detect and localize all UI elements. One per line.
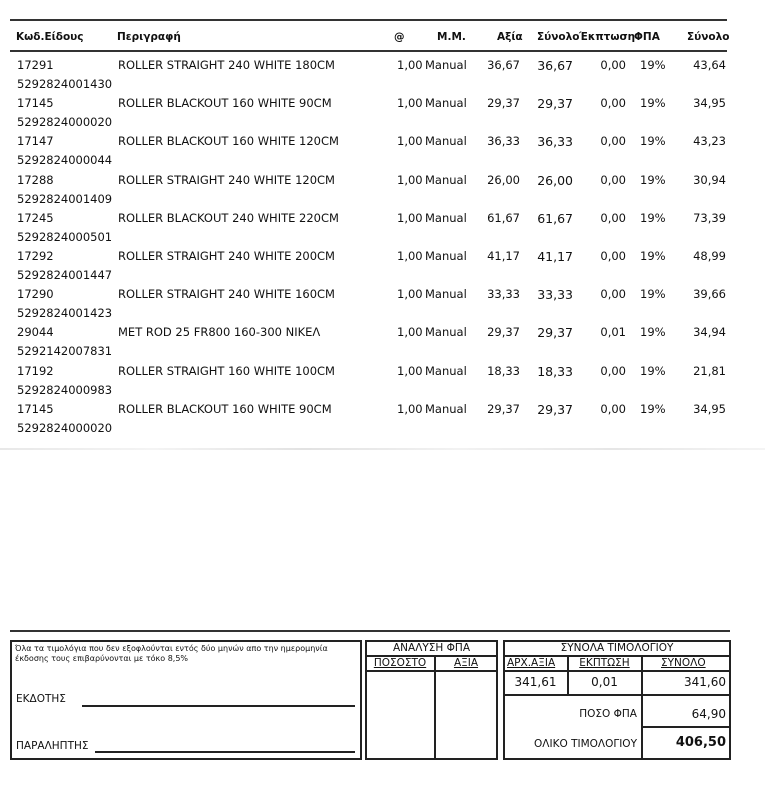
cell-unit: Manual	[425, 363, 467, 378]
cell-unit: Manual	[425, 172, 467, 187]
cell-total: 48,99	[693, 249, 726, 263]
cell-unit: Manual	[425, 134, 467, 149]
cell-vat: 19%	[640, 96, 666, 111]
recipient-label: ΠΑΡΑΛΗΠΤΗΣ	[16, 740, 89, 752]
cell-value: 41,17	[487, 249, 520, 263]
cell-qty: 1,00	[397, 172, 423, 187]
payment-notice: Όλα τα τιμολόγια που δεν εξοφλούνται εντός δύο μηνών απο την ημερομηνία έκδοσης τους επιβαρύνονται με τόκο 8,5%	[15, 644, 328, 663]
cell-value: 29,37	[487, 96, 520, 111]
cell-subtotal: 29,37	[537, 401, 573, 417]
cell-barcode: 5292142007831	[17, 344, 113, 359]
cell-discount: 0,00	[600, 287, 626, 302]
header-unit: Μ.Μ.	[437, 31, 466, 43]
totals-vat-divider	[641, 726, 730, 728]
cell-subtotal: 29,37	[537, 96, 573, 112]
cell-total: 21,81	[693, 363, 726, 378]
cell-description: ROLLER BLACKOUT 160 WHITE 90CM	[118, 96, 332, 111]
cell-code: 17292	[17, 249, 54, 263]
header-at: @	[394, 31, 405, 43]
cell-description: ROLLER BLACKOUT 240 WHITE 220CM	[118, 210, 339, 225]
cell-subtotal: 36,33	[537, 134, 573, 150]
cell-code: 17291	[17, 58, 54, 72]
totals-header-divider	[504, 670, 730, 672]
cell-qty: 1,00	[397, 58, 423, 72]
cell-subtotal: 36,67	[537, 58, 573, 73]
cell-code: 17290	[17, 287, 54, 302]
cell-vat: 19%	[640, 58, 666, 72]
totals-discount-value: 0,01	[591, 675, 618, 689]
vat-col-rate: ΠΟΣΟΣΤΟ	[373, 657, 427, 669]
totals-initial-value: 341,61	[514, 675, 557, 689]
cell-barcode: 5292824001447	[17, 268, 113, 282]
grand-total-label: ΟΛΙΚΟ ΤΙΜΟΛΟΓΙΟΥ	[534, 738, 637, 750]
cell-qty: 1,00	[397, 401, 423, 416]
cell-total: 43,23	[693, 134, 726, 149]
cell-vat: 19%	[640, 172, 666, 187]
cell-qty: 1,00	[397, 134, 423, 149]
cell-barcode: 5292824001423	[17, 306, 113, 321]
cell-description: ROLLER STRAIGHT 160 WHITE 100CM	[118, 363, 335, 378]
cell-value: 61,67	[487, 210, 520, 225]
cell-qty: 1,00	[397, 363, 423, 378]
cell-description: ROLLER BLACKOUT 160 WHITE 90CM	[118, 401, 332, 416]
cell-subtotal: 41,17	[537, 249, 573, 264]
cell-vat: 19%	[640, 287, 666, 302]
cell-subtotal: 26,00	[537, 172, 573, 188]
cell-description: MET ROD 25 FR800 160-300 NIKEΛ	[118, 325, 321, 340]
cell-description: ROLLER BLACKOUT 160 WHITE 120CM	[118, 134, 339, 149]
cell-subtotal: 29,37	[537, 325, 573, 341]
cell-total: 34,94	[693, 325, 726, 340]
cell-discount: 0,00	[600, 58, 626, 72]
header-code: Κωδ.Είδους	[16, 31, 84, 43]
vat-col-value: ΑΞΙΑ	[453, 657, 479, 669]
cell-description: ROLLER STRAIGHT 240 WHITE 120CM	[118, 172, 335, 187]
issuer-signature-line[interactable]	[82, 705, 355, 707]
cell-description: ROLLER STRAIGHT 240 WHITE 180CM	[118, 58, 335, 72]
cell-discount: 0,00	[600, 363, 626, 378]
cell-vat: 19%	[640, 210, 666, 225]
header-total: Σύνολο	[687, 31, 730, 43]
cell-code: 17145	[17, 401, 54, 416]
cell-value: 18,33	[487, 363, 520, 378]
totals-values-divider	[504, 694, 730, 696]
header-value: Αξία	[497, 31, 523, 43]
cell-unit: Manual	[425, 325, 467, 340]
cell-vat: 19%	[640, 363, 666, 378]
cell-subtotal: 61,67	[537, 210, 573, 226]
cell-code: 17192	[17, 363, 54, 378]
cell-discount: 0,00	[600, 96, 626, 111]
cell-discount: 0,00	[600, 249, 626, 263]
cell-qty: 1,00	[397, 287, 423, 302]
cell-value: 33,33	[487, 287, 520, 302]
cell-barcode: 5292824000044	[17, 153, 113, 168]
issuer-label: ΕΚΔΟΤΗΣ	[16, 693, 66, 705]
cell-subtotal: 33,33	[537, 287, 573, 303]
cell-code: 17245	[17, 210, 54, 225]
cell-value: 29,37	[487, 401, 520, 416]
table-header-rule	[10, 50, 727, 52]
cell-vat: 19%	[640, 325, 666, 340]
vat-amount-value: 64,90	[691, 707, 726, 721]
cell-discount: 0,00	[600, 172, 626, 187]
cell-unit: Manual	[425, 401, 467, 416]
cell-total: 73,39	[693, 210, 726, 225]
totals-total-value: 341,60	[684, 675, 726, 689]
cell-vat: 19%	[640, 134, 666, 149]
cell-barcode: 5292824000020	[17, 420, 113, 435]
vat-analysis-title: ΑΝΑΛΥΣΗ ΦΠΑ	[392, 642, 471, 654]
cell-code: 29044	[17, 325, 54, 340]
cell-barcode: 5292824000020	[17, 115, 113, 130]
cell-code: 17288	[17, 172, 54, 187]
recipient-signature-line[interactable]	[95, 751, 355, 753]
cell-discount: 0,01	[600, 325, 626, 340]
header-vat: ΦΠΑ	[634, 31, 660, 43]
cell-description: ROLLER STRAIGHT 240 WHITE 200CM	[118, 249, 335, 263]
cell-discount: 0,00	[600, 134, 626, 149]
footer-top-rule	[10, 630, 730, 632]
cell-code: 17147	[17, 134, 54, 149]
cell-value: 36,33	[487, 134, 520, 149]
cell-qty: 1,00	[397, 96, 423, 111]
vat-amount-label: ΠΟΣΟ ΦΠΑ	[579, 708, 637, 720]
cell-barcode: 5292824000983	[17, 382, 113, 397]
cell-unit: Manual	[425, 210, 467, 225]
cell-total: 39,66	[693, 287, 726, 302]
cell-qty: 1,00	[397, 210, 423, 225]
cell-barcode: 5292824001430	[17, 77, 113, 91]
cell-unit: Manual	[425, 249, 467, 263]
cell-unit: Manual	[425, 96, 467, 111]
cell-total: 34,95	[693, 401, 726, 416]
cell-barcode: 5292824001409	[17, 191, 113, 206]
table-top-rule	[10, 19, 727, 21]
cell-code: 17145	[17, 96, 54, 111]
grand-total-value: 406,50	[675, 735, 726, 750]
cell-total: 34,95	[693, 96, 726, 111]
cell-discount: 0,00	[600, 401, 626, 416]
cell-unit: Manual	[425, 287, 467, 302]
totals-col-initial: ΑΡΧ.ΑΞΙΑ	[507, 657, 556, 669]
cell-unit: Manual	[425, 58, 467, 72]
cell-vat: 19%	[640, 401, 666, 416]
cell-qty: 1,00	[397, 325, 423, 340]
header-subtotal: Σύνολο	[537, 31, 580, 43]
cell-qty: 1,00	[397, 249, 423, 263]
cell-total: 30,94	[693, 172, 726, 187]
paper-tear-edge	[0, 448, 765, 450]
cell-barcode: 5292824000501	[17, 229, 113, 244]
invoice-totals-title: ΣΥΝΟΛΑ ΤΙΜΟΛΟΓΙΟΥ	[560, 642, 674, 654]
cell-subtotal: 18,33	[537, 363, 573, 379]
header-description: Περιγραφή	[117, 31, 181, 43]
header-discount: Έκπτωση	[579, 31, 636, 43]
vat-col-divider	[434, 656, 436, 759]
cell-discount: 0,00	[600, 210, 626, 225]
cell-vat: 19%	[640, 249, 666, 263]
cell-description: ROLLER STRAIGHT 240 WHITE 160CM	[118, 287, 335, 302]
cell-value: 36,67	[487, 58, 520, 72]
cell-total: 43,64	[693, 58, 726, 72]
totals-col-discount: ΕΚΠΤΩΣΗ	[579, 657, 630, 669]
cell-value: 26,00	[487, 172, 520, 187]
vat-header-divider	[366, 670, 497, 672]
cell-value: 29,37	[487, 325, 520, 340]
totals-col-total: ΣΥΝΟΛΟ	[661, 657, 706, 669]
